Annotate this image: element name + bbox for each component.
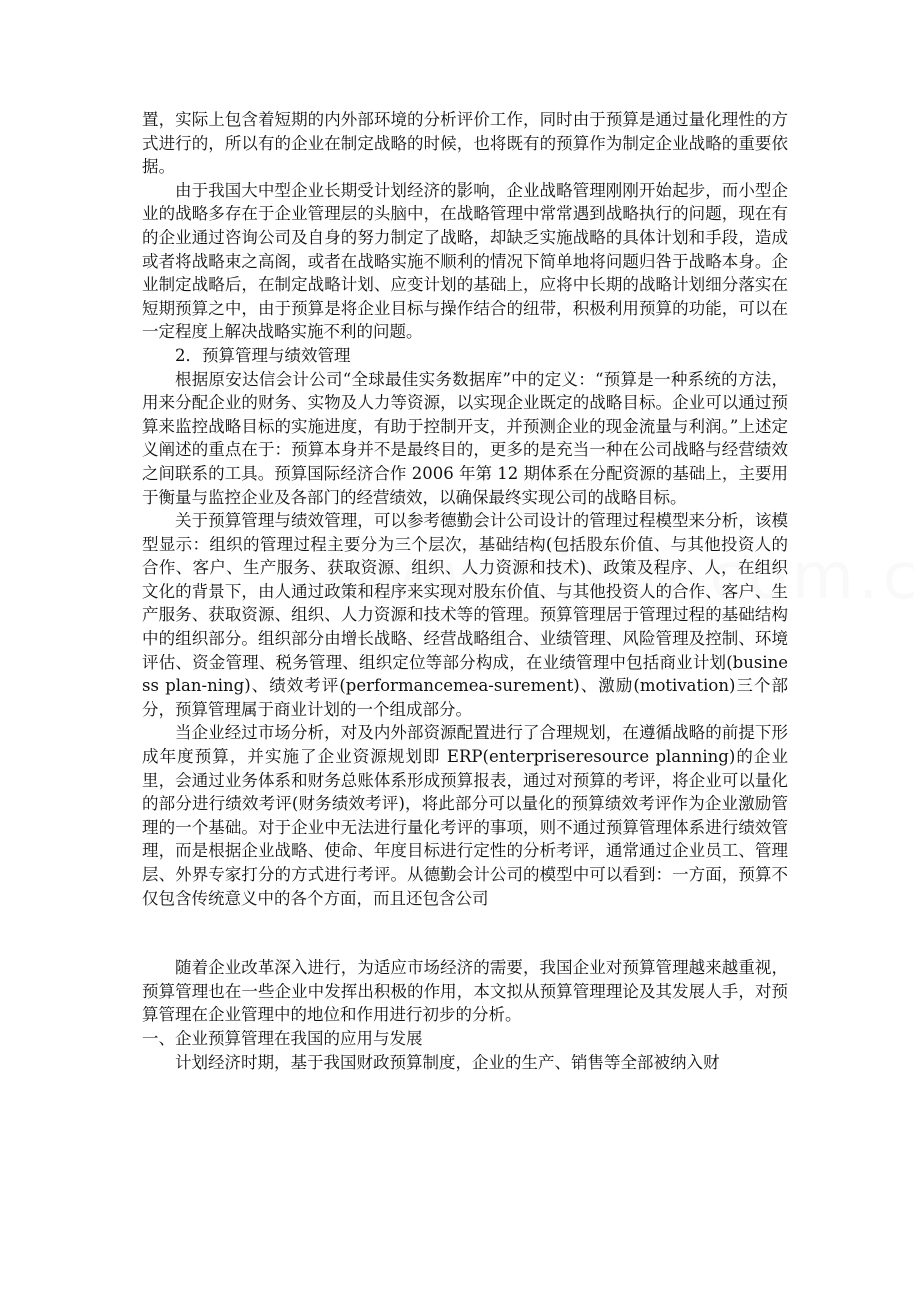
- section-heading-budget-performance: 2．预算管理与绩效管理: [175, 345, 351, 365]
- paragraph-budget-definition: 根据原安达信会计公司“全球最佳实务数据库”中的定义：“预算是一种系统的方法，用来分配企业的财务、实物及人力等资源，以实现企业既定的战略目标。企业可以通过预算来监控战略目标的实施进度，有助于控制开支，并预测企业的现金流量与利润。”上述定义阐述的重点在于：预算本身并不是最终目的，更多的是充当一种在公司战略与经营绩效之间联系的工具。预算国际经济合作 2006 年第 12 期体系在分配资源的基础上，主要用于衡量与监控企业及各部门的经营绩效，以确保最终实现公司的战略目标。: [142, 369, 788, 507]
- paragraph-planned-economy: 计划经济时期，基于我国财政预算制度，企业的生产、销售等全部被纳入财: [175, 1052, 720, 1072]
- document-page: [142, 108, 788, 1074]
- paragraph-gap: [142, 910, 788, 956]
- paragraph-deloitte-model: 关于预算管理与绩效管理，可以参考德勤会计公司设计的管理过程模型来分析，该模型显示：组织的管理过程主要分为三个层次，基础结构(包括股东价值、与其他投资人的合作、客户、生产服务、获取资源、组织、人力资源和技术)、政策及程序、人，在组织文化的背景下，由人通过政策和程序来实现对股东价值、与其他投资人的合作、客户、生产服务、获取资源、组织、人力资源和技术等的管理。预算管理居于管理过程的基础结构中的组织部分。组织部分由增长战略、经营战略组合、业绩管理、风险管理及控制、环境评估、资金管理、税务管理、组织定位等部分构成，在业绩管理中包括商业计划(business plan-ning)、绩效考评(performancemea-surement)、激励(motivation)三个部分，预算管理属于商业计划的一个组成部分。: [142, 511, 788, 719]
- section-heading-application: 一、企业预算管理在我国的应用与发展: [142, 1028, 423, 1048]
- paragraph-strategy-execution: 由于我国大中型企业长期受计划经济的影响，企业战略管理刚刚开始起步，而小型企业的战略多存在于企业管理层的头脑中，在战略管理中常常遇到战略执行的问题，现在有的企业通过咨询公司及自身的努力制定了战略，却缺乏实施战略的具体计划和手段，造成或者将战略束之高阁，或者在战略实施不顺利的情况下简单地将问题归咎于战略本身。企业制定战略后，在制定战略计划、应变计划的基础上，应将中长期的战略计划细分落实在短期预算之中，由于预算是将企业目标与操作结合的纽带，积极利用预算的功能，可以在一定程度上解决战略实施不利的问题。: [142, 180, 788, 342]
- paragraph-introduction: 随着企业改革深入进行，为适应市场经济的需要，我国企业对预算管理越来越重视，预算管理也在一些企业中发挥出积极的作用，本文拟从预算管理理论及其发展人手，对预算管理在企业管理中的地位和作用进行初步的分析。: [142, 958, 788, 1025]
- paragraph-continuation: 置，实际上包含着短期的内外部环境的分析评价工作，同时由于预算是通过量化理性的方式进行的，所以有的企业在制定战略的时候，也将既有的预算作为制定企业战略的重要依据。: [142, 110, 788, 177]
- paragraph-erp-evaluation: 当企业经过市场分析，对及内外部资源配置进行了合理规划，在遵循战略的前提下形成年度预算，并实施了企业资源规划即 ERP(enterpriseresource planning)的企业里，会通过业务体系和财务总账体系形成预算报表，通过对预算的考评，将企业可以量化的部分进行绩效考评(财务绩效考评)，将此部分可以量化的预算绩效考评作为企业激励管理的一个基础。对于企业中无法进行量化考评的事项，则不通过预算管理体系进行绩效管理，而是根据企业战略、使命、年度目标进行定性的分析考评，通常通过企业员工、管理层、外界专家打分的方式进行考评。从德勤会计公司的模型中可以看到：一方面，预算不仅包含传统意义中的各个方面，而且还包含公司: [142, 723, 788, 908]
